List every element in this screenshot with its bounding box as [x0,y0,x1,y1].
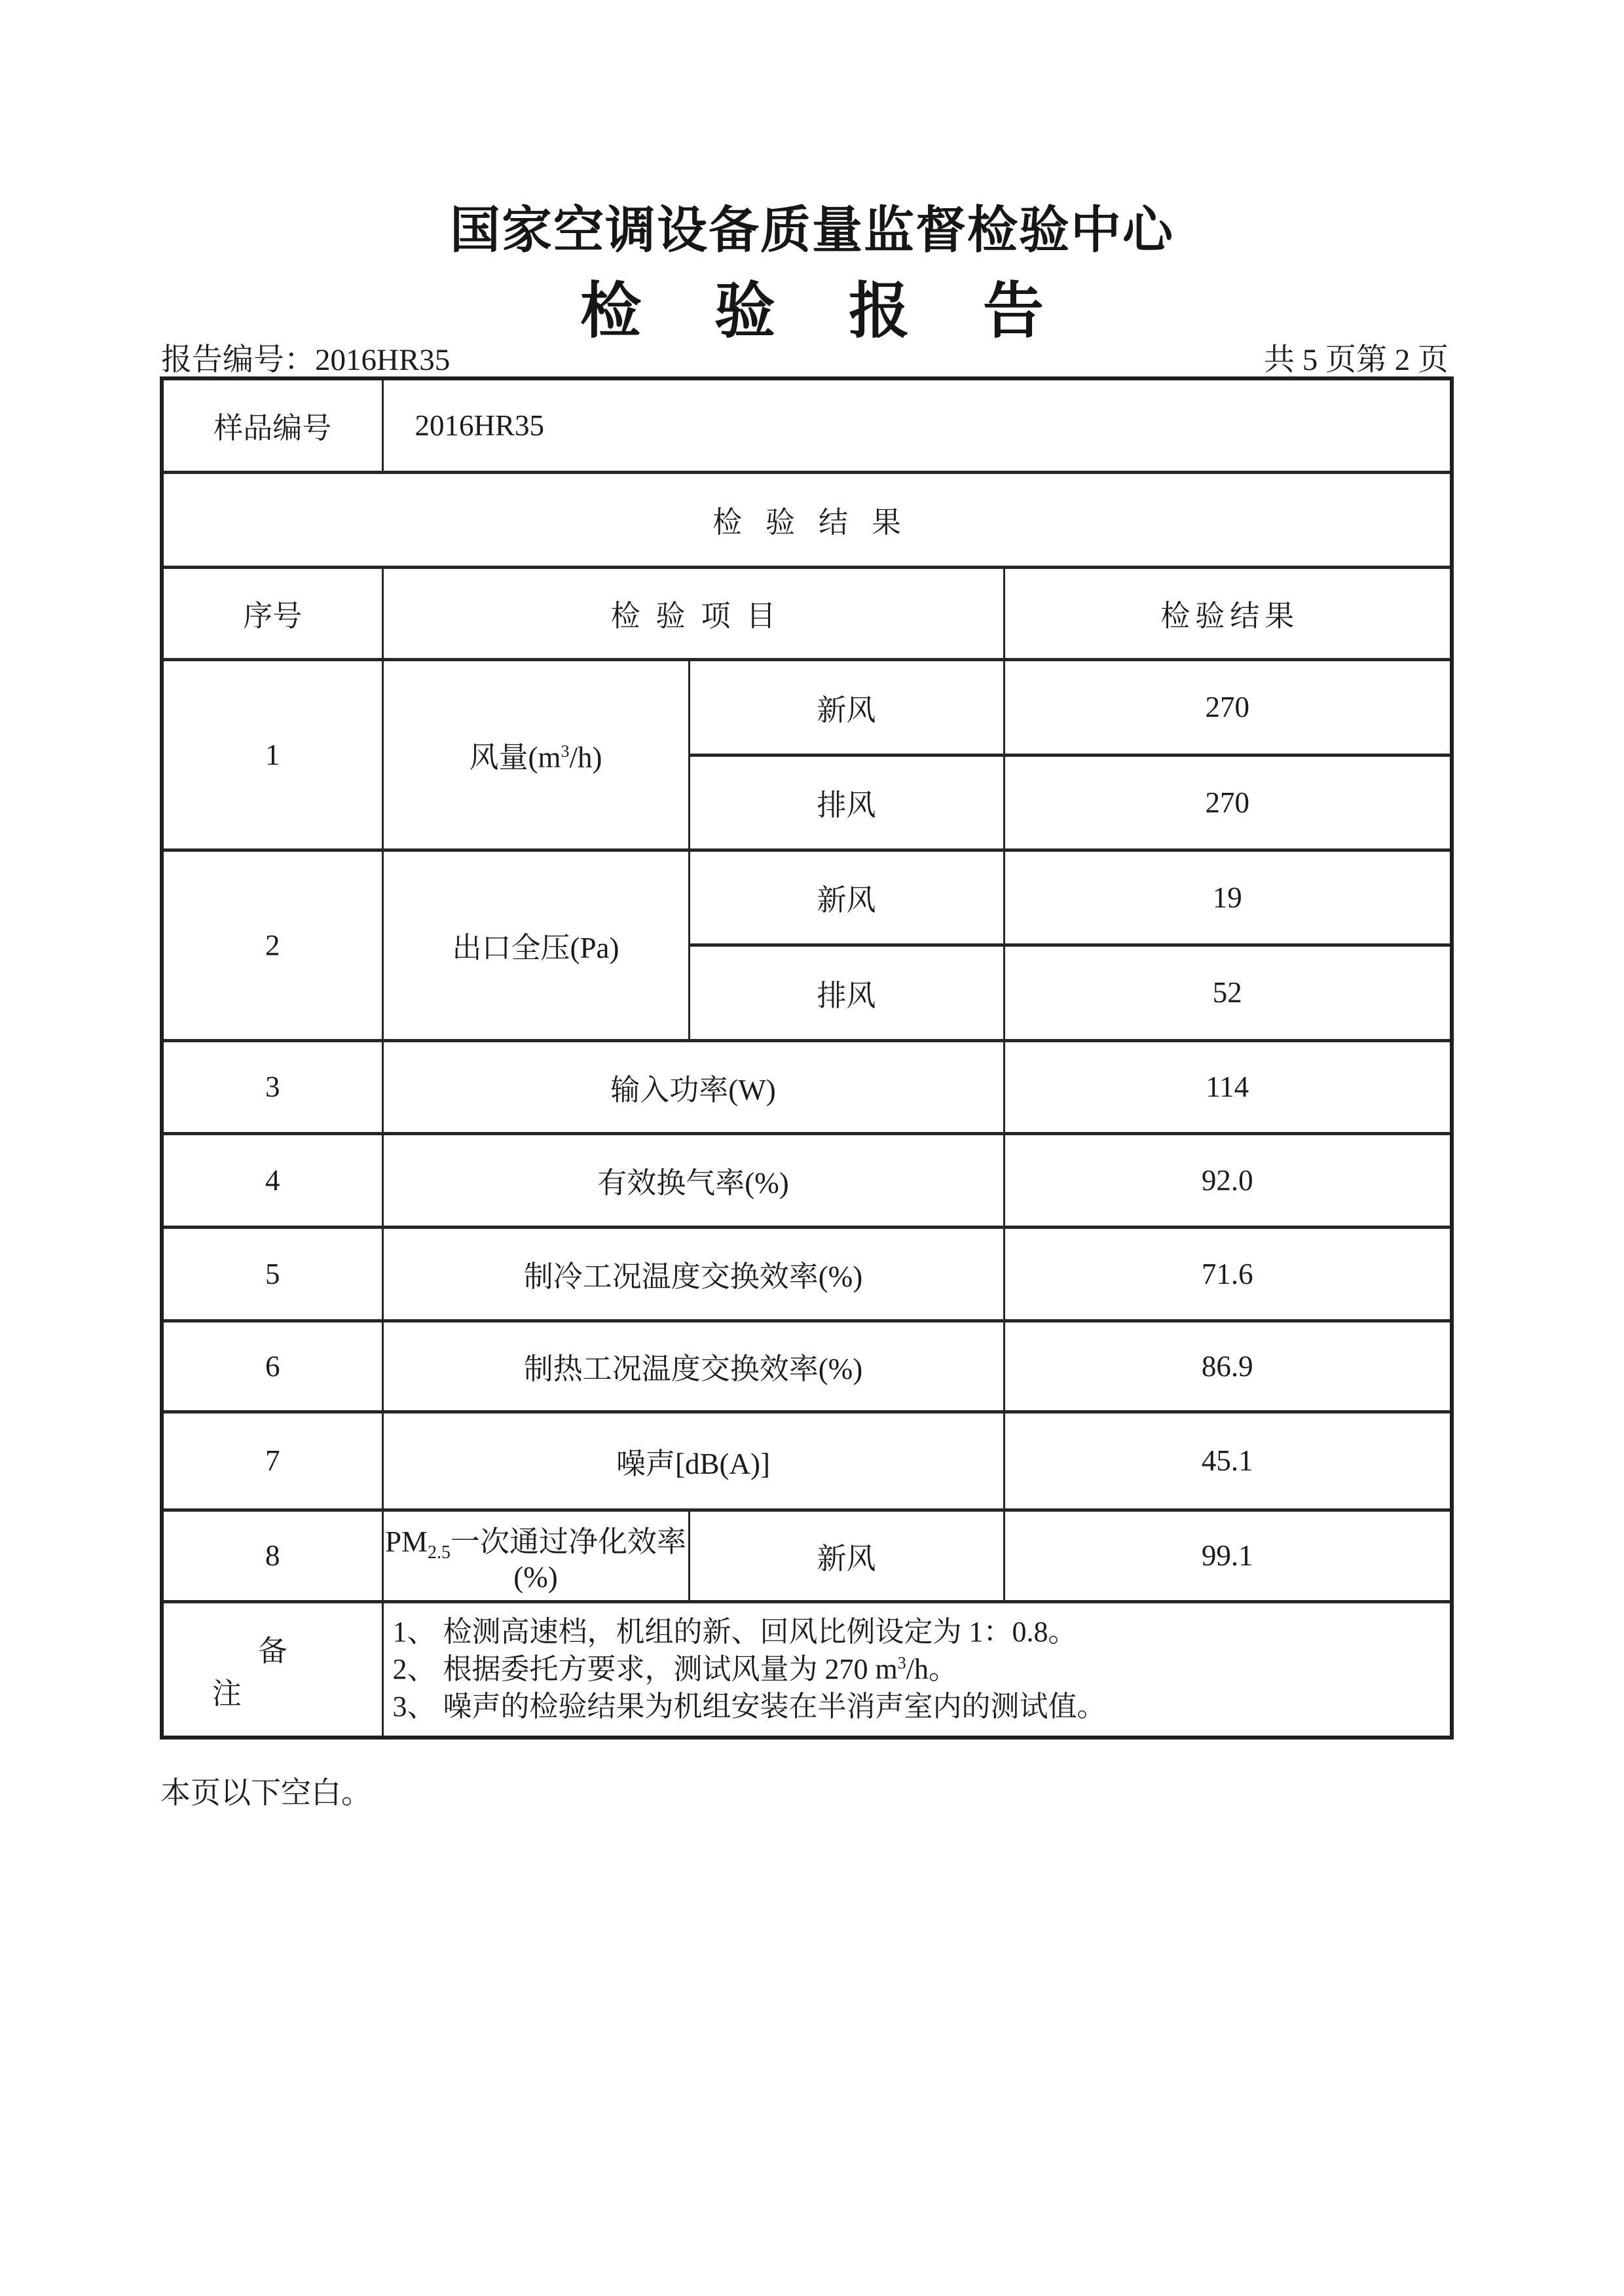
row2-fresh-air-label: 新风 [689,850,1004,945]
row2-index-cell: 2 [162,850,382,1040]
column-header-item-text: 检验项目 [610,600,792,632]
row3-result-cell: 114 [1004,1040,1452,1133]
remark-line-3: 3、 噪声的检验结果为机组安装在半消声室内的测试值。 [392,1690,1106,1723]
row3-item-cell: 输入功率(W) [382,1040,1004,1133]
row1-item-suffix: /h) [569,741,602,774]
row8-item-unit: (%) [513,1560,558,1594]
remark-line-2 [393,1650,1437,1688]
remarks-label-text: 备注 [212,1634,379,1710]
row5-item-cell: 制冷工况温度交换效率(%) [382,1227,1004,1321]
table-row [162,1412,1452,1510]
sample-number-label-cell: 样品编号 [162,378,382,472]
report-number [161,335,450,379]
row7-item-cell: 噪声[dB(A)] [382,1412,1004,1510]
row8-item-cell [382,1510,689,1601]
row5-index-cell: 5 [162,1227,382,1321]
row8-fresh-air-label: 新风 [689,1510,1004,1601]
row8-item-subscript: 2.5 [428,1542,451,1563]
row6-item-cell: 制热工况温度交换效率(%) [382,1321,1004,1412]
column-header-index: 序号 [162,567,382,659]
column-header-result-text: 检验结果 [1160,600,1300,632]
row7-result-cell: 45.1 [1004,1412,1452,1510]
remark-line-2-text: 2、 根据委托方要求，测试风量为 270 m [392,1653,898,1686]
column-header-result [1004,567,1452,659]
row2-item-cell: 出口全压(Pa) [382,850,689,1040]
page-indicator: 共 5 页第 2 页 [1264,343,1449,377]
row1-item-text: 风量(m [469,741,561,774]
table-row [162,1040,1452,1133]
table-header-row [162,567,1452,659]
table-row [162,1227,1452,1321]
row1-fresh-air-result: 270 [1004,659,1452,755]
row1-index-cell: 1 [162,659,382,850]
sample-number-value-cell: 2016HR35 [382,378,1452,472]
row2-fresh-air-result: 19 [1004,850,1452,945]
report-number-value: 2016HR35 [315,343,451,377]
row8-result-cell: 99.1 [1004,1510,1452,1601]
row4-result-cell: 92.0 [1004,1133,1452,1227]
row7-index-cell: 7 [162,1412,382,1510]
row8-index-cell: 8 [162,1510,382,1601]
row2-exhaust-air-result: 52 [1004,945,1452,1040]
remark-line-1: 1、 检测高速档，机组的新、回风比例设定为 1：0.8。 [392,1616,1077,1649]
column-header-item [382,567,1004,659]
row3-index-cell: 3 [162,1040,382,1133]
row4-index-cell: 4 [162,1133,382,1227]
remarks-label-cell [162,1601,382,1738]
table-row [162,378,1452,472]
table-row [162,1321,1452,1412]
meta-row [161,335,1449,379]
document-title-text: 检验报告 [580,277,1117,345]
remark-line-2-superscript: 3 [897,1653,906,1673]
section-title-text: 检验结果 [712,506,925,539]
report-number-label: 报告编号： [161,343,315,377]
row5-result-cell: 71.6 [1004,1227,1452,1321]
row1-exhaust-air-result: 270 [1004,755,1452,850]
table-row [162,1510,1452,1601]
table-row [162,472,1452,567]
table-row [162,1133,1452,1227]
remark-line-2-suffix: /h。 [906,1653,957,1686]
remarks-content-cell [382,1601,1452,1738]
row6-index-cell: 6 [162,1321,382,1412]
section-title-cell [162,472,1452,567]
row4-item-cell: 有效换气率(%) [382,1133,1004,1227]
row1-fresh-air-label: 新风 [689,659,1004,755]
row1-item-superscript: 3 [561,742,570,761]
row6-result-cell: 86.9 [1004,1321,1452,1412]
row8-item-prefix: PM [384,1525,428,1558]
row2-exhaust-air-label: 排风 [689,945,1004,1040]
organization-title: 国家空调设备质量监督检验中心 [450,202,1174,259]
table-row [162,850,1452,945]
row1-exhaust-air-label: 排风 [689,755,1004,850]
results-table [160,376,1454,1740]
row1-item-cell [382,659,689,850]
page-end-note: 本页以下空白。 [160,1776,371,1810]
table-row [162,659,1452,755]
row8-item-text: 一次通过净化效率 [451,1525,687,1558]
table-row [162,1601,1452,1738]
